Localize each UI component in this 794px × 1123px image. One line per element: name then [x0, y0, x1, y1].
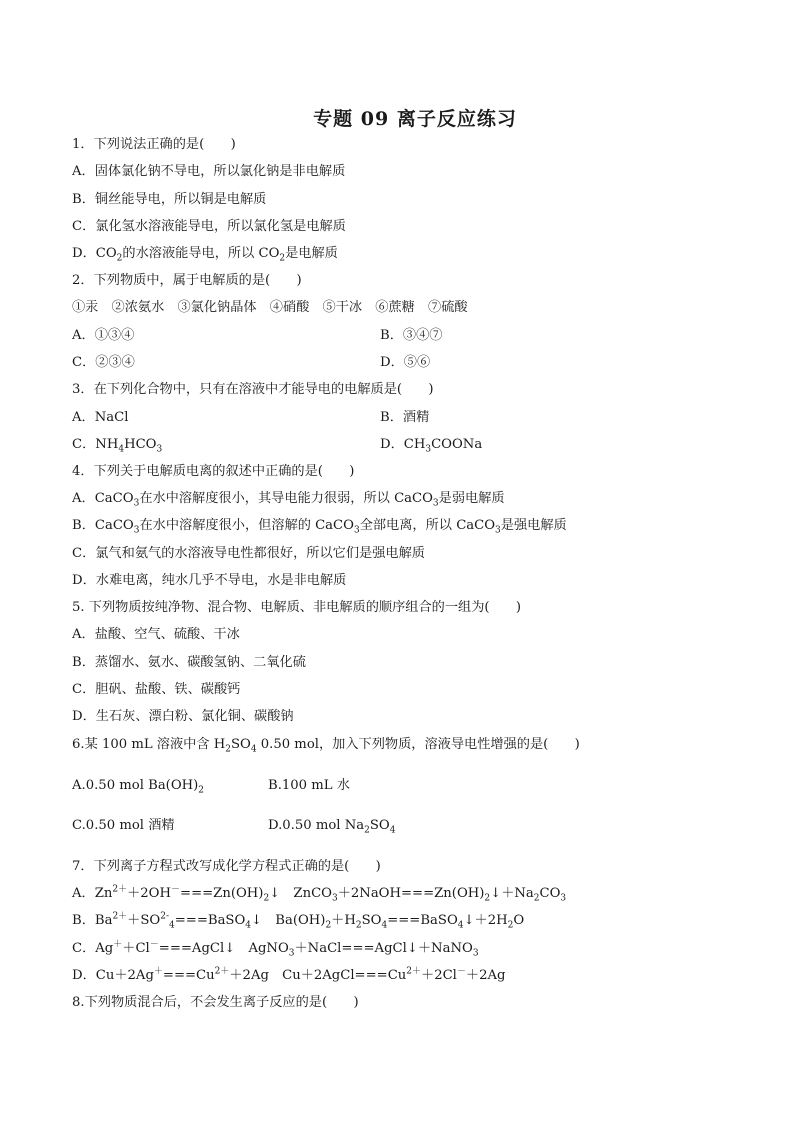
- q6-option-b: B.100 mL 水: [268, 778, 350, 793]
- q6-option-c: C.0.50 mol 酒精: [72, 818, 175, 833]
- q2-option-d: D．⑤⑥: [380, 355, 431, 370]
- q6-option-row-2: [72, 817, 396, 836]
- q4-option-d: D．水难电离，纯水几乎不导电，水是非电解质: [72, 573, 347, 588]
- q3-option-d: D．$CH_3COONa$: [380, 437, 483, 455]
- q7-option-c: C．Ag＋＋Cl－===AgCl↓ AgNO$_3$＋NaCl===AgCl↓＋NaNO$_3$: [72, 939, 479, 959]
- q3-option-row-1: [72, 409, 430, 427]
- question-7-stem: 7．下列离子方程式改写成化学方程式正确的是( ): [72, 859, 381, 874]
- q2-option-row-1: [72, 327, 443, 345]
- q3-option-a: A．NaCl: [72, 410, 129, 425]
- q7-option-a: A．$Zn^{2+}+2OH^-===Zn(OH)_2↓$ $ZnCO_3+2NaOH===Zn(OH)_2↓+Na_2CO_3$: [72, 884, 567, 904]
- q5-option-a: A．盐酸、空气、硫酸、干冰: [72, 627, 240, 642]
- q5-option-b: B．蒸馏水、氨水、碳酸氢钠、二氧化硫: [72, 655, 306, 670]
- q2-option-c: C．②③④: [72, 355, 135, 370]
- q2-option-b: B．③④⑦: [380, 328, 443, 343]
- question-8-stem: 8.下列物质混合后，不会发生离子反应的是( ): [72, 995, 359, 1010]
- q3-option-row-2: [72, 436, 483, 455]
- q5-option-d: D．生石灰、漂白粉、氯化铜、碳酸钠: [72, 709, 294, 724]
- q1-option-c: C．氯化氢水溶液能导电，所以氯化氢是电解质: [72, 219, 346, 234]
- question-1-stem: 1．下列说法正确的是( ): [72, 137, 236, 152]
- q6-option-row-1: [72, 777, 350, 796]
- q1-option-a: A．固体氯化钠不导电，所以氯化钠是非电解质: [72, 164, 346, 179]
- q2-substance-list: ①汞 ②浓氨水 ③氯化钠晶体 ④硝酸 ⑤干冰 ⑥蔗糖 ⑦硫酸: [72, 300, 468, 315]
- question-6-stem: 6.某 100 mL 溶液中含 $H_2SO_4$ 0.50 mol，加入下列物质，溶液导电性增强的是( ): [72, 737, 580, 755]
- q3-option-c: C．$NH_4HCO_3$: [72, 437, 163, 455]
- q4-option-a: A．CaCO$_3$在水中溶解度很小，其导电能力很弱，所以 CaCO$_3$是弱电解质: [72, 491, 505, 509]
- q4-option-b: B．CaCO$_3$在水中溶解度很小，但溶解的 CaCO$_3$全部电离，所以 CaCO$_3$是强电解质: [72, 518, 567, 536]
- page-title: 专题 09 离子反应练习: [313, 108, 517, 130]
- q6-option-d: D.0.50 mol $Na_2SO_4$: [268, 818, 396, 836]
- q3-option-b: B．酒精: [380, 410, 430, 425]
- question-4-stem: 4．下列关于电解质电离的叙述中正确的是( ): [72, 464, 355, 479]
- q7-option-d: D．$Cu+2Ag^+===Cu^{2+}+2Ag$ $Cu+2AgCl===Cu^{2+}+2Cl^-+2Ag$: [72, 966, 506, 983]
- q1-option-b: B．铜丝能导电，所以铜是电解质: [72, 192, 267, 207]
- q1-option-d: D．$CO_2$的水溶液能导电，所以 $CO_2$是电解质: [72, 246, 338, 264]
- question-3-stem: 3．在下列化合物中，只有在溶液中才能导电的电解质是( ): [72, 382, 434, 397]
- q6-option-a: A.0.50 mol $Ba(OH)_2$: [72, 778, 205, 796]
- question-2-stem: 2．下列物质中，属于电解质的是( ): [72, 273, 302, 288]
- q7-option-b: B．$Ba^{2+}+SO^{2-}_4===BaSO_4↓$ $Ba(OH)_2+H_2SO_4===BaSO_4↓+2H_2O$: [72, 911, 525, 931]
- q5-option-c: C．胆矾、盐酸、铁、碳酸钙: [72, 682, 241, 697]
- q2-option-row-2: [72, 354, 431, 372]
- question-5-stem: 5. 下列物质按纯净物、混合物、电解质、非电解质的顺序组合的一组为( ): [72, 600, 522, 615]
- q2-option-a: A．①③④: [72, 328, 135, 343]
- q4-option-c: C．氯气和氨气的水溶液导电性都很好，所以它们是强电解质: [72, 546, 425, 561]
